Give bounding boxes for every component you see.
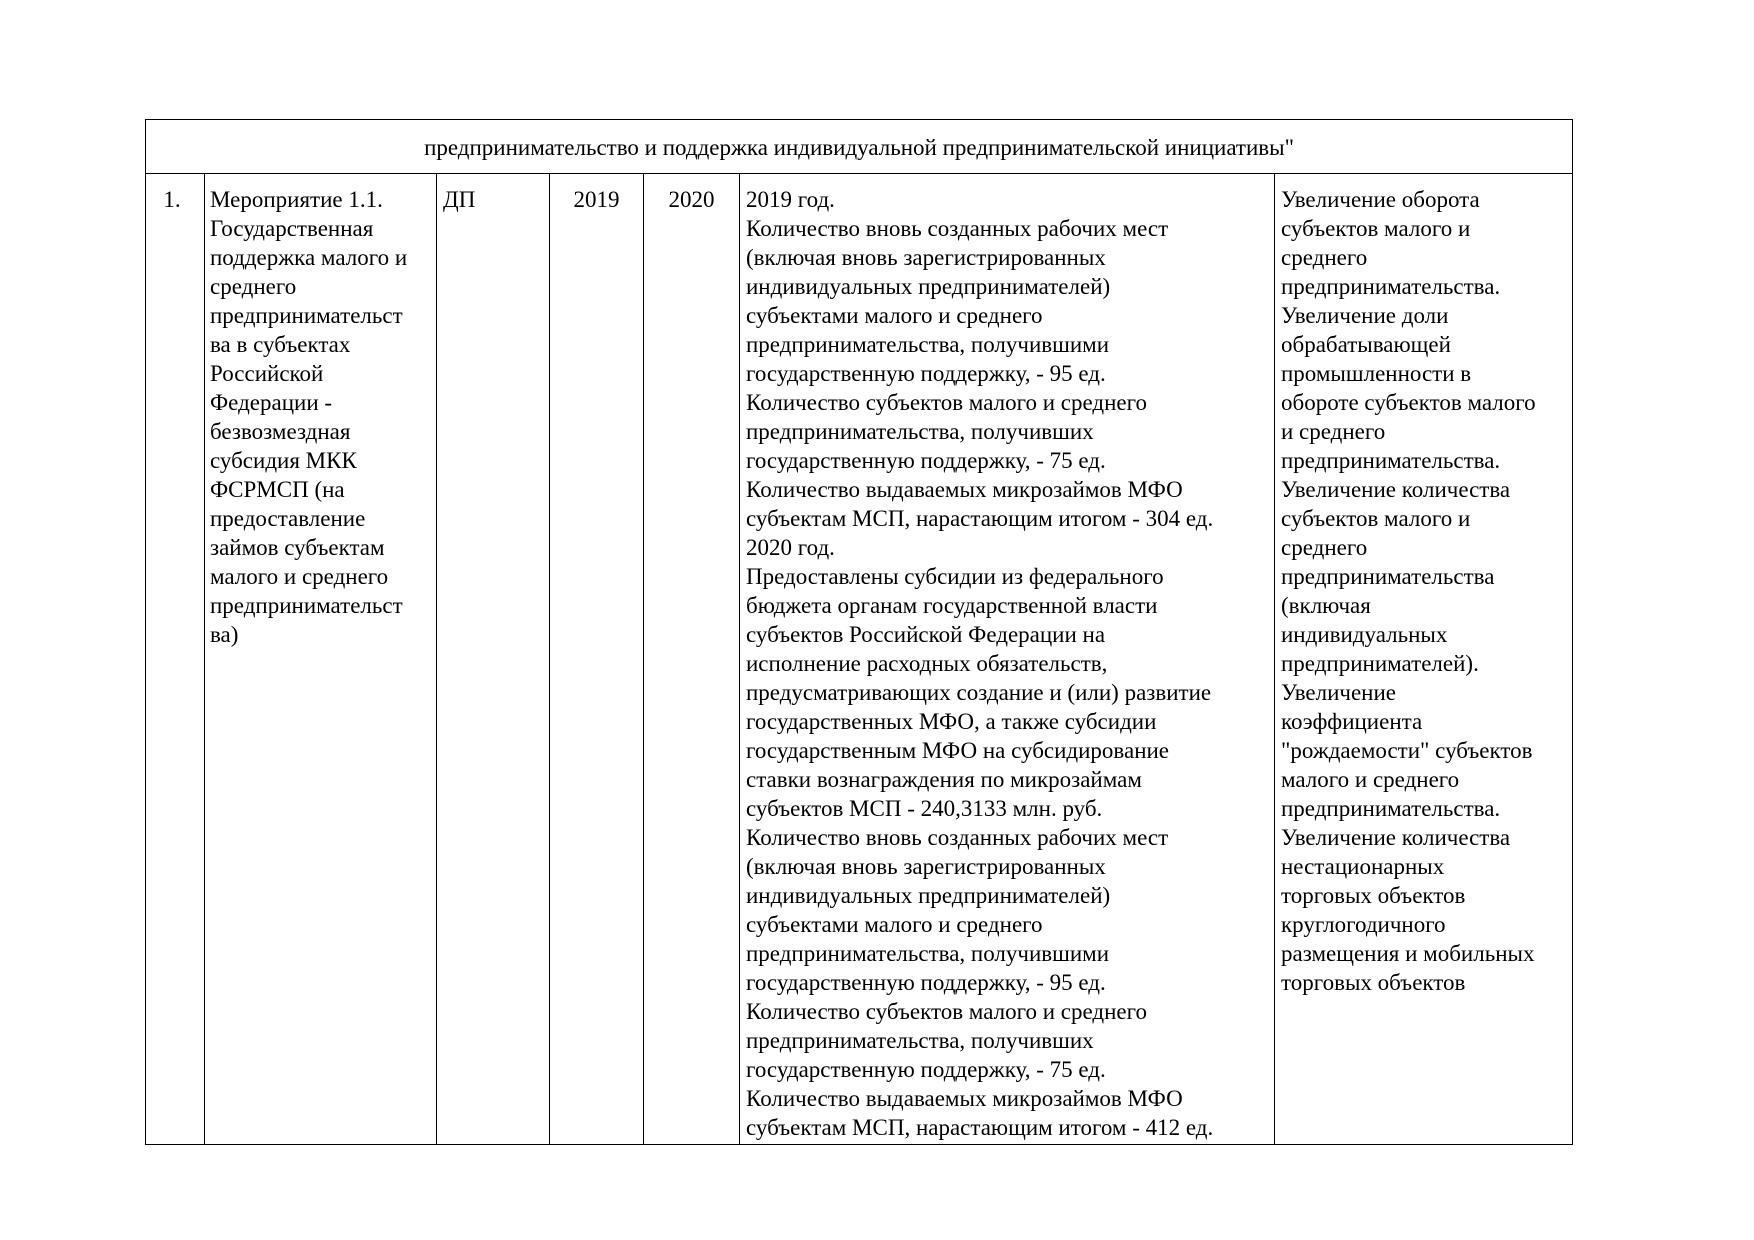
effect-line: круглогодичного	[1281, 912, 1446, 937]
measure-title-line: займов субъектам	[210, 535, 385, 560]
result-line: государственных МФО, а также субсидии	[746, 709, 1157, 734]
effect-line: промышленности в	[1281, 361, 1472, 386]
result-line: бюджета органам государственной власти	[746, 593, 1158, 618]
start-year-cell	[550, 174, 644, 1145]
effect-line: коэффициента	[1281, 709, 1423, 734]
effects-cell	[1275, 174, 1573, 1145]
result-line: субъектам МСП, нарастающим итогом - 412 ед.	[746, 1115, 1214, 1140]
end-year-cell	[644, 174, 740, 1145]
effect-line: Увеличение количества	[1281, 477, 1511, 502]
result-line: (включая вновь зарегистрированных	[746, 245, 1106, 270]
result-line: Предоставлены субсидии из федерального	[746, 564, 1164, 589]
measure-title-line: поддержка малого и	[210, 245, 408, 270]
effects	[1275, 174, 1572, 997]
effect-line: Увеличение доли	[1281, 303, 1449, 328]
responsible-cell	[437, 174, 550, 1145]
result-line: предпринимательства, получивших	[746, 1028, 1094, 1053]
effect-line: предпринимателей).	[1281, 651, 1479, 676]
table-header-row	[146, 120, 1573, 174]
effect-line: и среднего	[1281, 419, 1386, 444]
end-year: 2020	[668, 187, 715, 212]
result-line: Количество субъектов малого и среднего	[746, 999, 1147, 1024]
result-line: исполнение расходных обязательств,	[746, 651, 1108, 676]
expected-results	[740, 174, 1274, 1142]
measure-title-line: субсидия МКК	[210, 448, 357, 473]
effect-line: субъектов малого и	[1281, 216, 1471, 241]
effect-line: Увеличение	[1281, 680, 1397, 705]
table-row	[146, 174, 1573, 1145]
measure-title-line: Федерации -	[210, 390, 333, 415]
effect-line: среднего	[1281, 245, 1368, 270]
effect-line: (включая	[1281, 593, 1371, 618]
result-line: субъектами малого и среднего	[746, 303, 1043, 328]
measure-title-line: Мероприятие 1.1.	[210, 187, 383, 212]
result-line: индивидуальных предпринимателей)	[746, 883, 1111, 908]
measure-title	[205, 174, 436, 649]
result-line: ставки вознаграждения по микрозаймам	[746, 767, 1142, 792]
result-line: индивидуальных предпринимателей)	[746, 274, 1111, 299]
effect-line: торговых объектов	[1281, 970, 1466, 995]
measure-title-line: предоставление	[210, 506, 366, 531]
measure-title-line: предпринимательст	[210, 303, 403, 328]
measure-title-line: безвозмездная	[210, 419, 351, 444]
effect-line: торговых объектов	[1281, 883, 1466, 908]
effect-line: предпринимательства.	[1281, 274, 1501, 299]
effect-line: предпринимательства	[1281, 564, 1495, 589]
result-line: субъектам МСП, нарастающим итогом - 304 ед.	[746, 506, 1214, 531]
measure-title-line: ва)	[210, 622, 239, 647]
responsible-executor: ДП	[443, 187, 476, 212]
measure-title-cell	[205, 174, 437, 1145]
result-line: Количество субъектов малого и среднего	[746, 390, 1147, 415]
result-line: предпринимательства, получившими	[746, 332, 1110, 357]
effect-line: "рождаемости" субъектов	[1281, 738, 1533, 763]
expected-results-cell	[740, 174, 1275, 1145]
effect-line: предпринимательства.	[1281, 448, 1501, 473]
effect-line: нестационарных	[1281, 854, 1445, 879]
measure-title-line: среднего	[210, 274, 297, 299]
measure-title-line: малого и среднего	[210, 564, 389, 589]
result-line: государственную поддержку, - 75 ед.	[746, 448, 1106, 473]
result-line: субъектов Российской Федерации на	[746, 622, 1106, 647]
result-line: государственную поддержку, - 95 ед.	[746, 361, 1106, 386]
effect-line: среднего	[1281, 535, 1368, 560]
result-line: предусматривающих создание и (или) развитие	[746, 680, 1212, 705]
measure-title-line: Российской	[210, 361, 324, 386]
result-line: Количество вновь созданных рабочих мест	[746, 216, 1169, 241]
effect-line: субъектов малого и	[1281, 506, 1471, 531]
effect-line: размещения и мобильных	[1281, 941, 1535, 966]
effect-line: Увеличение оборота	[1281, 187, 1480, 212]
measure-title-line: Государственная	[210, 216, 374, 241]
effect-line: обороте субъектов малого	[1281, 390, 1536, 415]
measures-table	[145, 119, 1573, 1145]
result-line: предпринимательства, получивших	[746, 419, 1094, 444]
row-number: 1.	[163, 187, 181, 212]
effect-line: Увеличение количества	[1281, 825, 1511, 850]
effect-line: обрабатывающей	[1281, 332, 1451, 357]
result-line: Количество вновь созданных рабочих мест	[746, 825, 1169, 850]
result-line: Количество выдаваемых микрозаймов МФО	[746, 1086, 1183, 1111]
start-year: 2019	[573, 187, 620, 212]
result-line: Количество выдаваемых микрозаймов МФО	[746, 477, 1183, 502]
measure-title-line: ФСРМСП (на	[210, 477, 345, 502]
effect-line: предпринимательства.	[1281, 796, 1501, 821]
result-line: предпринимательства, получившими	[746, 941, 1110, 966]
section-title-cell: предпринимательство и поддержка индивидуальной предпринимательской инициативы"	[146, 120, 1573, 174]
row-number-cell	[146, 174, 205, 1145]
result-line: субъектов МСП - 240,3133 млн. руб.	[746, 796, 1103, 821]
result-line: 2019 год.	[746, 187, 835, 212]
effect-line: малого и среднего	[1281, 767, 1460, 792]
effect-line: индивидуальных	[1281, 622, 1448, 647]
result-line: (включая вновь зарегистрированных	[746, 854, 1106, 879]
measure-title-line: предпринимательст	[210, 593, 403, 618]
result-line: государственную поддержку, - 75 ед.	[746, 1057, 1106, 1082]
result-line: субъектами малого и среднего	[746, 912, 1043, 937]
result-line: государственную поддержку, - 95 ед.	[746, 970, 1106, 995]
measure-title-line: ва в субъектах	[210, 332, 351, 357]
result-line: государственным МФО на субсидирование	[746, 738, 1170, 763]
result-line: 2020 год.	[746, 535, 835, 560]
